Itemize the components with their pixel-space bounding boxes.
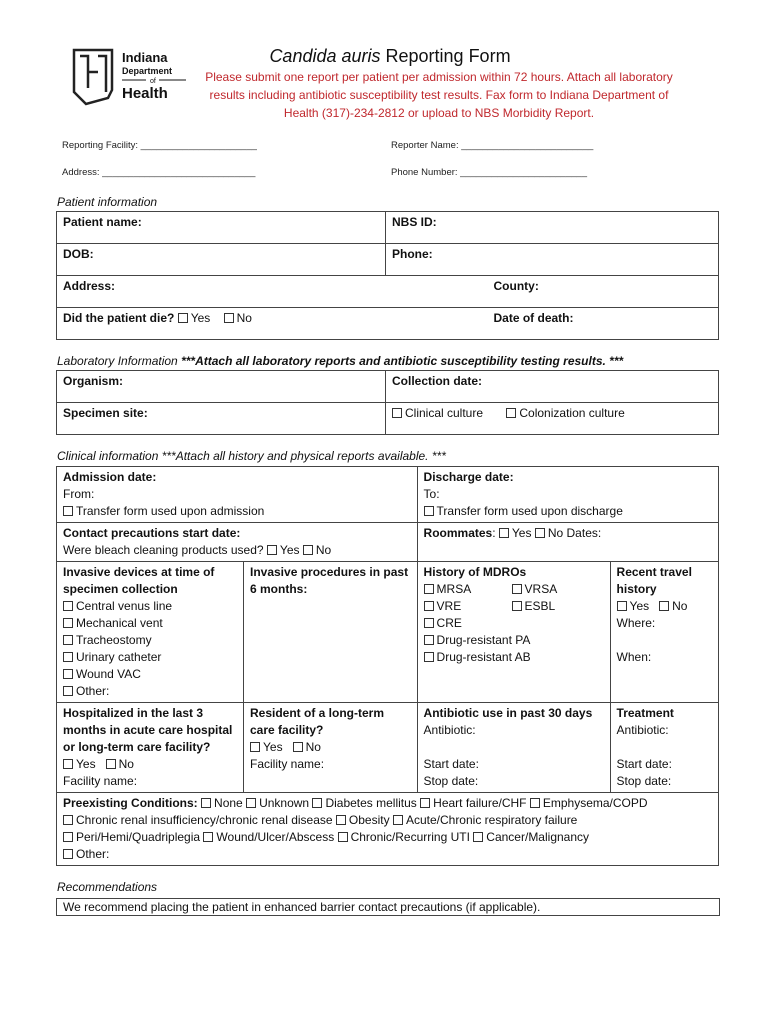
specimen-site-field[interactable]: Specimen site: <box>57 403 386 435</box>
roommates-yes-checkbox[interactable] <box>499 528 509 538</box>
ltc-resident-cell: Resident of a long-term care facility? Yes No Facility name: <box>244 703 418 793</box>
treatment-cell[interactable]: Treatment Antibiotic: Start date: Stop date: <box>610 703 718 793</box>
form-title: Candida auris Reporting Form <box>269 46 511 66</box>
condition-checkbox[interactable] <box>312 798 322 808</box>
device-option[interactable]: Wound VAC <box>63 666 237 683</box>
phone-number-field[interactable]: Phone Number: ________________________ <box>391 167 587 178</box>
patient-table <box>56 211 719 340</box>
hospitalized-yes-checkbox[interactable] <box>63 759 73 769</box>
esbl-checkbox[interactable] <box>512 601 522 611</box>
form-instructions: Please submit one report per patient per admission within 72 hours. Attach all laboratory results including antibiotic susceptibility test results. Fax form to Indiana Department of Health (317)-234-2812 or upload to NBS Morbidity Report. <box>205 70 673 120</box>
roommates-no-checkbox[interactable] <box>535 528 545 538</box>
vre-checkbox[interactable] <box>424 601 434 611</box>
county-field[interactable]: County: <box>493 279 539 293</box>
vrsa-checkbox[interactable] <box>512 584 522 594</box>
travel-no-checkbox[interactable] <box>659 601 669 611</box>
hospitalized-no-checkbox[interactable] <box>106 759 116 769</box>
colonization-culture-checkbox[interactable] <box>506 408 516 418</box>
clinical-culture-checkbox[interactable] <box>392 408 402 418</box>
discharge-cell[interactable]: Discharge date: To: Transfer form used upon discharge <box>417 467 718 523</box>
condition-checkbox[interactable] <box>63 832 73 842</box>
ltc-no-checkbox[interactable] <box>293 742 303 752</box>
svg-text:Indiana: Indiana <box>122 50 168 65</box>
patient-death-row: Did the patient die? Yes No Date of death: <box>57 308 719 340</box>
travel-where-field[interactable]: Where: <box>616 616 656 630</box>
clinical-table <box>56 466 719 866</box>
lab-table <box>56 370 719 435</box>
ltc-facility-name-field[interactable]: Facility name: <box>250 757 325 771</box>
patient-name-field[interactable]: Patient name: <box>57 212 386 244</box>
condition-checkbox[interactable] <box>473 832 483 842</box>
lab-section-label: Laboratory Information ***Attach all laboratory reports and antibiotic susceptibility testing results. *** <box>57 354 624 368</box>
mrsa-checkbox[interactable] <box>424 584 434 594</box>
clinical-section-label: Clinical information ***Attach all history and physical reports available. *** <box>57 449 446 463</box>
condition-checkbox[interactable] <box>63 815 73 825</box>
transfer-discharge-checkbox[interactable] <box>424 506 434 516</box>
reporting-facility-field[interactable]: Reporting Facility: ______________________ <box>62 140 257 151</box>
travel-when-field[interactable]: When: <box>616 650 652 664</box>
drug-resistant-ab-checkbox[interactable] <box>424 652 434 662</box>
condition-checkbox[interactable] <box>420 798 430 808</box>
device-option[interactable]: Central venus line <box>63 598 237 615</box>
invasive-procedures-cell[interactable]: Invasive procedures in past 6 months: <box>244 562 418 703</box>
device-option[interactable]: Mechanical vent <box>63 615 237 632</box>
hospital-facility-name-field[interactable]: Facility name: <box>63 774 138 788</box>
contact-precautions-cell[interactable]: Contact precautions start date: Were bleach cleaning products used? Yes No <box>57 523 418 562</box>
nbs-id-field[interactable]: NBS ID: <box>386 212 719 244</box>
travel-history-cell: Recent travel history Yes No Where: When: <box>610 562 718 703</box>
travel-yes-checkbox[interactable] <box>617 601 627 611</box>
condition-checkbox[interactable] <box>246 798 256 808</box>
patient-section-label: Patient information <box>57 195 158 209</box>
date-of-death-field[interactable]: Date of death: <box>493 311 574 325</box>
svg-text:Health: Health <box>122 85 168 102</box>
recommendation-text: We recommend placing the patient in enhanced barrier contact precautions (if applicable). <box>56 898 720 916</box>
ltc-yes-checkbox[interactable] <box>250 742 260 752</box>
roommates-cell[interactable]: Roommates: Yes No Dates: <box>417 523 718 562</box>
svg-text:of: of <box>150 78 156 85</box>
device-option[interactable]: Other: <box>63 683 237 700</box>
condition-checkbox[interactable] <box>393 815 403 825</box>
bleach-no-checkbox[interactable] <box>303 545 313 555</box>
died-yes-checkbox[interactable] <box>178 313 188 323</box>
collection-date-field[interactable]: Collection date: <box>386 371 719 403</box>
device-option[interactable]: Urinary catheter <box>63 649 237 666</box>
address-field[interactable]: Address: _____________________________ <box>62 167 256 178</box>
condition-checkbox[interactable] <box>203 832 213 842</box>
condition-checkbox[interactable] <box>201 798 211 808</box>
invasive-devices-cell: Invasive devices at time of specimen collection Central venus line Mechanical vent Tracheostomy Urinary catheter Wound VAC Other: <box>57 562 244 703</box>
culture-type-options: Clinical culture Colonization culture <box>386 403 719 435</box>
cre-checkbox[interactable] <box>424 618 434 628</box>
admission-cell[interactable]: Admission date: From: Transfer form used upon admission <box>57 467 418 523</box>
condition-checkbox[interactable] <box>530 798 540 808</box>
condition-checkbox[interactable] <box>336 815 346 825</box>
organism-field[interactable]: Organism: <box>57 371 386 403</box>
mdro-history-cell: History of MDROs MRSA VRSA VRE ESBL CRE Drug-resistant PA Drug-resistant AB <box>417 562 610 703</box>
died-no-checkbox[interactable] <box>224 313 234 323</box>
recommendations-section-label: Recommendations <box>57 880 158 894</box>
device-option[interactable]: Tracheostomy <box>63 632 237 649</box>
dob-field[interactable]: DOB: <box>57 244 386 276</box>
patient-phone-field[interactable]: Phone: <box>386 244 719 276</box>
reporter-name-field[interactable]: Reporter Name: _________________________ <box>391 140 594 151</box>
condition-checkbox[interactable] <box>338 832 348 842</box>
transfer-admission-checkbox[interactable] <box>63 506 73 516</box>
patient-address-row[interactable]: Address: County: <box>57 276 719 308</box>
drug-resistant-pa-checkbox[interactable] <box>424 635 434 645</box>
svg-text:Department: Department <box>122 66 173 76</box>
antibiotic-use-cell[interactable]: Antibiotic use in past 30 days Antibiotic: Start date: Stop date: <box>417 703 610 793</box>
indiana-health-logo <box>66 46 190 106</box>
preexisting-conditions-cell: Preexisting Conditions: None Unknown Diabetes mellitus Heart failure/CHF Emphysema/COPD Chronic renal insufficiency/chronic renal disease Obesity Acute/Chronic respiratory failure Peri/Hemi/Quadriplegia Wound/Ulcer/Abscess Chronic/Recurring UTI Cancer/Malignancy Other: <box>57 793 719 866</box>
bleach-yes-checkbox[interactable] <box>267 545 277 555</box>
hospitalized-cell: Hospitalized in the last 3 months in acute care hospital or long-term care facility? Yes No Facility name: <box>57 703 244 793</box>
condition-checkbox[interactable] <box>63 849 73 859</box>
